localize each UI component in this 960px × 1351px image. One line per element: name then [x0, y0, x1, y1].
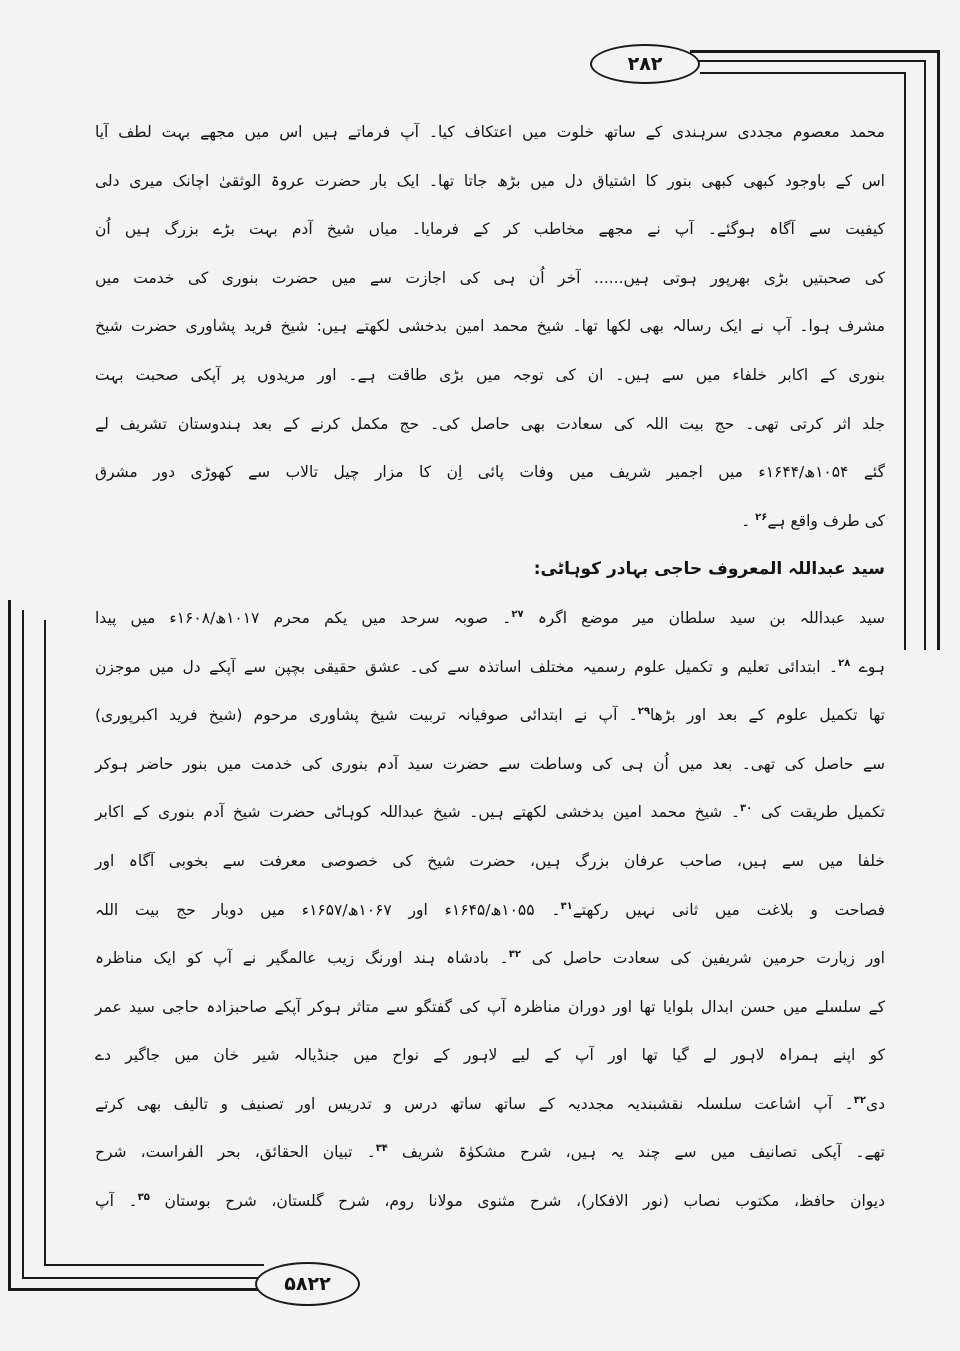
text-line: [95, 691, 885, 740]
text-segment: ۔ تبیان الحقائق، بحر الفراست، شرح: [95, 1143, 376, 1162]
text-segment: جلد اثر کرتی تھی۔ حج بیت اللہ کی سعادت بھی حاصل کی۔ حج مکمل کرنے کے بعد ہندوستان تشریف لے: [95, 414, 885, 433]
text-line: [95, 448, 885, 497]
footnote-ref[interactable]: ۳۱: [560, 900, 573, 912]
text-segment: ۔ شیخ محمد امین بدخشی لکھتے ہیں۔ شیخ عبداللہ کوہاٹی حضرت شیخ آدم بنوری کے اکابر: [95, 803, 741, 822]
text-segment: تھا تکمیل علوم کے بعد اور بڑھا: [649, 706, 885, 725]
footnote-ref[interactable]: ۳۲: [853, 1094, 866, 1106]
text-line: [95, 497, 885, 546]
footnote-ref[interactable]: ۲۹: [637, 705, 650, 717]
page-number-bottom: ۵۸۲۲: [255, 1262, 360, 1306]
paragraph-1: [95, 108, 885, 545]
text-segment: سید عبداللہ بن سید سلطان میر موضع اگرہ: [523, 608, 885, 627]
text-segment: ۔: [741, 511, 756, 530]
text-segment: سے حاصل کی تھی۔ بعد میں اُن ہی کی وساطت سے حضرت سید آدم بنوری کی خدمت میں بنور حاضر ہوکر: [95, 754, 885, 773]
text-line: [95, 400, 885, 449]
text-segment: ۔ صوبہ سرحد میں یکم محرم ۱۰۱۷ھ/۱۶۰۸ء میں پیدا: [95, 608, 512, 627]
footnote-ref[interactable]: ۳۰: [740, 803, 753, 815]
text-segment: کی طرف واقع ہے: [767, 511, 885, 530]
footnote-ref[interactable]: ۲۶: [755, 511, 768, 523]
text-line: [95, 108, 885, 157]
text-line: [95, 934, 885, 983]
text-line: [95, 983, 885, 1032]
footnote-ref[interactable]: ۳۵: [137, 1191, 150, 1203]
text-line: [95, 157, 885, 206]
paragraph-2: [95, 594, 885, 1226]
section-heading: سید عبداللہ المعروف حاجی بہادر کوہاٹی:: [533, 559, 885, 580]
text-segment: کو اپنے ہمراہ لاہور لے گیا تھا اور آپ کے لیے لاہور کے نواح میں جنڈیالہ شیر خان میں جاگیر دے: [95, 1046, 885, 1065]
text-segment: مشرف ہوا۔ آپ نے ایک رسالہ بھی لکھا تھا۔ شیخ محمد امین بدخشی لکھتے ہیں: شیخ فرید پشاوری حضرت شیخ: [95, 317, 885, 336]
text-segment: خلفا میں سے ہیں، صاحب عرفان بزرگ ہیں، حضرت شیخ کی خصوصی معرفت سے بخوبی آگاہ اور: [95, 851, 885, 870]
text-segment: ۔ ابتدائی تعلیم و تکمیل علوم رسمیہ مختلف اساتذہ سے کی۔ عشق حقیقی بچپن سے آپکے دل میں موجزن: [95, 657, 839, 676]
text-segment: تکمیل طریقت کی: [752, 803, 885, 822]
text-segment: اس کے باوجود کبھی کبھی بنور کا اشتیاق دل میں بڑھ جاتا تھا۔ ایک بار حضرت عروۃ الوثقیٰ اچانک میری دلی: [95, 171, 885, 190]
text-line: [95, 643, 885, 692]
footnote-ref[interactable]: ۲۷: [511, 608, 524, 620]
text-line: [95, 1177, 885, 1226]
footnote-ref[interactable]: ۲۸: [838, 657, 851, 669]
text-segment: کیفیت سے آگاہ ہوگئے۔ آپ نے مجھے مخاطب کر کے فرمایا۔ میاں شیخ آدم بہت بڑے بزرگ ہیں اُن: [95, 220, 885, 239]
text-line: [95, 788, 885, 837]
text-segment: تھے۔ آپکی تصانیف میں سے چند یہ ہیں، شرح مشکوٰۃ شریف: [387, 1143, 886, 1162]
text-segment: فصاحت و بلاغت میں ثانی نہیں رکھتے: [572, 900, 886, 919]
text-line: [95, 351, 885, 400]
text-segment: ۔ آپ نے ابتدائی صوفیانہ تربیت شیخ پشاوری مرحوم (شیخ فرید اکبرپوری): [95, 706, 638, 725]
text-line: [95, 837, 885, 886]
text-line: [95, 205, 885, 254]
text-line: [95, 1128, 885, 1177]
text-segment: کی صحبتیں بڑی بھرپور ہوتی ہیں...... آخر اُن ہی کی اجازت سے میں حضرت بنوری کی خدمت میں: [95, 268, 885, 287]
text-segment: ۔ آپ: [95, 1192, 138, 1211]
body-text: [95, 108, 885, 1226]
footnote-ref[interactable]: ۳۴: [375, 1143, 388, 1155]
text-segment: ہوے: [850, 657, 885, 676]
text-line: [95, 302, 885, 351]
text-line: [95, 254, 885, 303]
text-segment: دی: [865, 1094, 885, 1113]
text-segment: اور زیارت حرمین شریفین کی سعادت حاصل کی: [520, 949, 885, 968]
text-segment: بنوری کے اکابر خلفاء میں سے ہیں۔ ان کی توجہ میں بڑی طاقت ہے۔ اور مریدوں پر آپکی صحبت بہت: [95, 365, 885, 384]
text-line: [95, 1080, 885, 1129]
text-line: [95, 740, 885, 789]
text-segment: کے سلسلے میں حسن ابدال بلوایا تھا اور دوران مناظرہ آپ کی گفتگو سے متاثر ہوکر آپکے صاحبزادہ حاجی سید عمر: [95, 997, 885, 1016]
text-line: [95, 1031, 885, 1080]
text-segment: ۔ بادشاہ ہند اورنگ زیب عالمگیر نے آپ کو ایک مناظرہ: [95, 949, 509, 968]
page-number-top: ۲۸۲: [590, 44, 700, 84]
text-segment: دیوان حافظ، مکتوب نصاب (نور الافکار)، شرح مثنوی مولانا روم، شرح گلستان، شرح بوستان: [149, 1192, 885, 1211]
text-segment: ۔ ۱۰۵۵ھ/۱۶۴۵ء اور ۱۰۶۷ھ/۱۶۵۷ء میں دوبار حج بیت اللہ: [95, 900, 561, 919]
text-segment: محمد معصوم مجددی سرہندی کے ساتھ خلوت میں اعتکاف کیا۔ آپ فرماتے ہیں اس میں مجھے بہت لطف آیا: [95, 123, 885, 141]
text-line: [95, 594, 885, 643]
footnote-ref[interactable]: ۳۲: [508, 948, 521, 960]
text-line: [95, 886, 885, 935]
text-segment: گئے ۱۰۵۴ھ/۱۶۴۴ء میں اجمیر شریف میں وفات پائی اِن کا مزار چیل تالاب سے کھوڑی دور مشرق: [95, 463, 885, 482]
text-segment: ۔ آپ اشاعت سلسلہ نقشبندیہ مجددیہ کے ساتھ ساتھ درس و تدریس اور تصنیف و تالیف بھی کرتے: [95, 1094, 854, 1113]
